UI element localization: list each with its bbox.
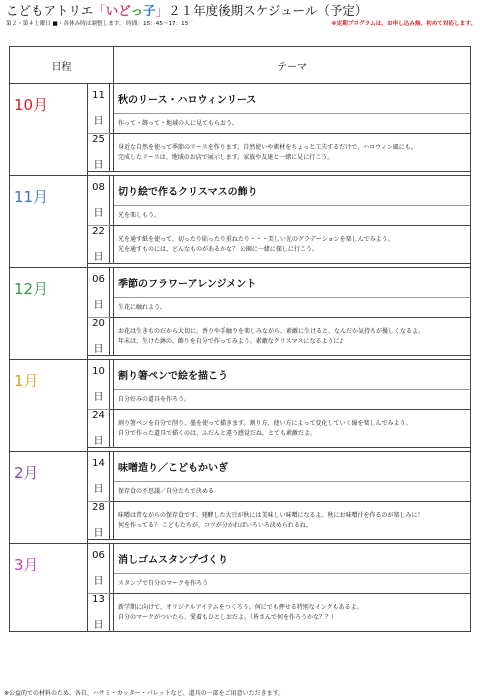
- info-line: [6, 20, 476, 29]
- date-nov-22: 22 日: [88, 226, 110, 264]
- table-header-row: [10, 47, 471, 84]
- session-desc: 光を通す紙を使って、切ったり貼ったり重ねたり・・・美しい光のグラデーションを楽しんでみよう。 光を通すものには、どんなものがあるかな？ 公園に一緒に探しに行こう。: [114, 226, 471, 264]
- table-row: [10, 84, 471, 114]
- title-name-1: いど: [105, 3, 131, 18]
- date-oct-25: 25 日: [88, 134, 110, 172]
- session-title: 秋のリース・ハロウィンリース: [114, 84, 471, 114]
- month-mar: 3月: [10, 544, 88, 632]
- session-desc: 新学期に向けて、オリジナルアイテムをつくろう。何にでも押せる特別なインクもあるよ。 自分のマークがついたら、愛着もひとしおだよ。（皆さんで何を作ろうかな？？）: [114, 594, 471, 632]
- table-row: [10, 268, 471, 298]
- table-row: [10, 360, 471, 390]
- program-note: ※定期プログラムは、お申し込み無、初めて対応します。: [331, 21, 476, 27]
- page-title: [6, 2, 476, 20]
- session-desc: 保存食の不思議／自分たちで決める: [114, 482, 471, 502]
- table-row: [10, 544, 471, 574]
- theme-column-header: テーマ: [114, 47, 471, 84]
- quote-open: 「: [93, 3, 106, 18]
- footer-note: ※公益的での材料のため、各自、ハサミ・カッター・パレットなど、道具の一部をご用意いただきます。: [4, 690, 285, 697]
- session-desc: 身近な自然を使って季節のリースを作ります。自然使いや素材をちょっと工夫するだけで、ハロウィン風にも。 完成したリースは、地域のお店で展示します。家族や友達と一緒に見に行こう。: [114, 134, 471, 172]
- date-jan-10: 10 日: [88, 360, 110, 410]
- session-desc: 生花に触れよう。: [114, 298, 471, 318]
- month-nov: 11月: [10, 176, 88, 268]
- date-feb-14: 14 日: [88, 452, 110, 502]
- session-desc: 割り箸ペンを自分で削り、墨を使って描きます。割り方、使い方によって変化していく線を楽しんでみよう。 自分で作った道具で描くのは、ふだんと違う感覚だね。とても素敵だよ。: [114, 410, 471, 448]
- schedule-table: [9, 46, 471, 632]
- date-mar-13: 13 日: [88, 594, 110, 632]
- date-column-header: 日程: [10, 47, 114, 84]
- session-desc: 自分好みの道具を作ろう。: [114, 390, 471, 410]
- date-feb-28: 28 日: [88, 502, 110, 540]
- schedule-info: 第２・第４土曜日 ■・各休み時は調整します。 時間：15：45～17：15: [6, 21, 189, 27]
- month-dec: 12月: [10, 268, 88, 360]
- month-oct: 10月: [10, 84, 88, 176]
- date-mar-06: 06 日: [88, 544, 110, 594]
- table-row: [10, 176, 471, 206]
- title-suffix: ２１年度後期スケジュール（予定）: [168, 3, 368, 18]
- session-title: 割り箸ペンで絵を描こう: [114, 360, 471, 390]
- date-nov-08: 08 日: [88, 176, 110, 226]
- page-header: [6, 2, 476, 29]
- session-desc: 光を楽しもう。: [114, 206, 471, 226]
- month-feb: 2月: [10, 452, 88, 544]
- quote-close: 」: [155, 3, 169, 18]
- session-title: 季節のフラワーアレンジメント: [114, 268, 471, 298]
- title-prefix: こどもアトリエ: [6, 3, 94, 18]
- session-desc: スタンプで自分のマークを作ろう: [114, 574, 471, 594]
- month-jan: 1月: [10, 360, 88, 452]
- table-row: [10, 452, 471, 482]
- date-jan-24: 24 日: [88, 410, 110, 448]
- session-desc: 味噌は昔ながらの保存食です。発酵した大豆が秋には美味しい味噌になるよ。秋にお味噌汁を作るのが楽しみに！ 何を作ってる？ こどもたちが、コツが分かればいろいろ決められるね。: [114, 502, 471, 540]
- title-name-3: 子: [143, 3, 156, 18]
- session-title: 切り絵で作るクリスマスの飾り: [114, 176, 471, 206]
- session-desc: 作って・飾って・地域の人に見てもらおう。: [114, 114, 471, 134]
- session-desc: お花は生きものだから大切に。香りや手触りを楽しみながら、素敵に生けると、なんだか気持ちが優しくなるよ。 年末は、生けた鉢の、飾りを自分で作ってみよう。素敵なクリスマスになるように♪: [114, 318, 471, 356]
- date-dec-06: 06 日: [88, 268, 110, 318]
- title-name-2: っ: [130, 3, 144, 18]
- date-dec-20: 20 日: [88, 318, 110, 356]
- date-oct-11: 11 日: [88, 84, 110, 134]
- session-title: 消しゴムスタンプづくり: [114, 544, 471, 574]
- session-title: 味噌造り／こどもかいぎ: [114, 452, 471, 482]
